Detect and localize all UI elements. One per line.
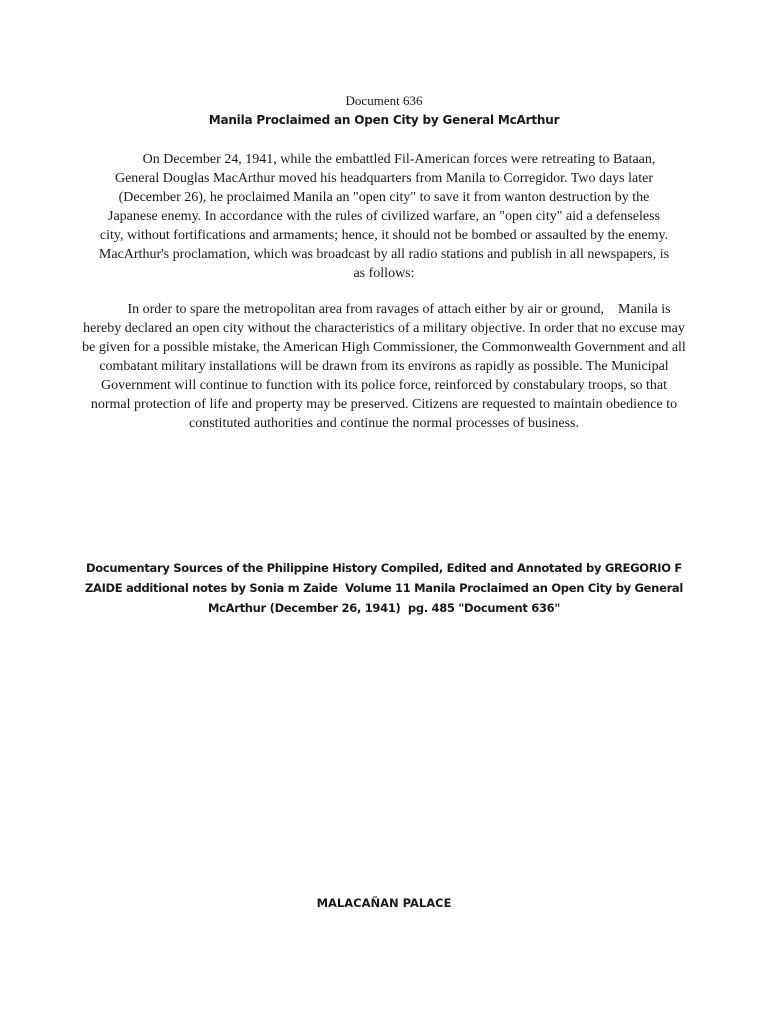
intro-text: On December 24, 1941, while the embattled Fil-American forces were retreating to Bataan, General Douglas MacArthur moved his headquarters from Manila to Corregidor. Two days later (December 26), he proclaimed Manila an "open city" to save it from wanton destruction by the Japanese enemy. In accordance with the rules of civilized warfare, an "open city" aid a defenseless city, without fortifications and armaments; hence, it should not be bombed or assaulted by the enemy. MacArthur's proclamation, which was broadcast by all radio stations and publish in all newspapers, is as follows: <box>98 152 670 281</box>
footer-heading: MALACAÑAN PALACE <box>316 896 452 910</box>
proclamation-text: In order to spare the metropolitan area from ravages of attach either by air or ground, Manila is hereby declared an open city without the characteristics of a military objective. In order that no excuse may be given for a possible mistake, the American High Commissioner, the Commonwealth Government and all combatant military installations will be drawn from its environs as rapidly as possible. The Municipal Government will continue to function with its police force, reinforced by constabulary troops, so that normal protection of life and property may be preserved. Citizens are requested to maintain obedience to constituted authorities and continue the normal processes of business. <box>82 302 690 431</box>
intro-paragraph <box>96 150 672 283</box>
document-number: Document 636 <box>345 93 423 108</box>
document-title: Manila Proclaimed an Open City by General McArthur <box>208 113 560 127</box>
proclamation-paragraph <box>82 300 690 433</box>
source-citation: Documentary Sources of the Philippine History Compiled, Edited and Annotated by GREGORIO F ZAIDE additional notes by Sonia m Zaide Volume 11 Manila Proclaimed an Open City by General McArthur (December 26, 1941) pg. 485 "Document 636" <box>84 561 687 615</box>
